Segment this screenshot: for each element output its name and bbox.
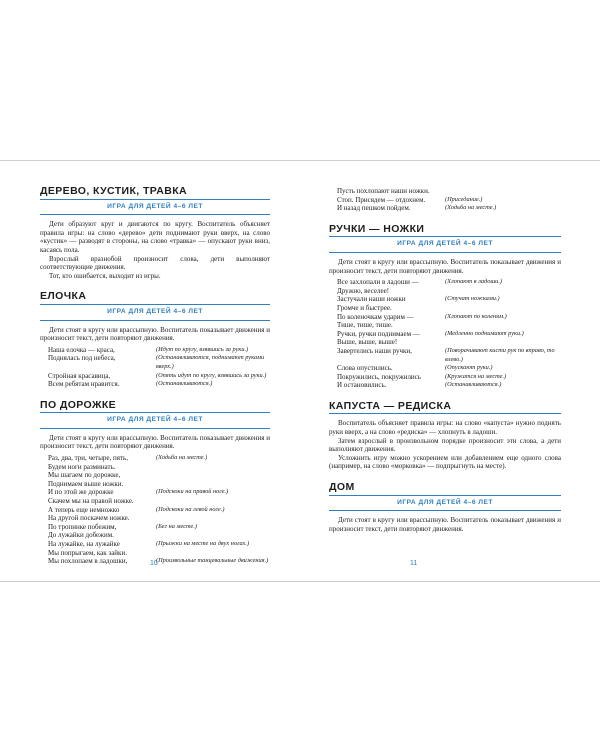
verse-line: Стройная красавица,: [48, 371, 111, 380]
verse-action: (Хлопают по коленям.): [445, 312, 507, 320]
verse-block: [40, 454, 270, 566]
right-column: [329, 187, 561, 545]
continued-verse: [329, 187, 561, 213]
verse-action: (Приседание.): [445, 195, 483, 203]
verse-action: (Останавливаются.): [445, 381, 502, 389]
paragraph: Дети стоят в кругу или врассыпную. Воспитатель показывает движения и произносит текст, дети повторяют движения.: [329, 257, 561, 275]
game-section: [40, 187, 270, 280]
verse-line: Выше, выше, выше!: [337, 338, 398, 347]
verse-line: Тише, тише, тише.: [337, 321, 393, 330]
verse-action: [445, 304, 561, 313]
verse-line: Скачем мы на правой ножке.: [48, 497, 134, 506]
verse-line: До лужайки добежим.: [48, 531, 114, 540]
paragraph: Дети стоят в кругу или врассыпную. Воспитатель показывает движения и произносит текст, дети повторяют движения.: [40, 433, 270, 451]
verse-action: [445, 321, 561, 330]
verse-line: И назад пешком пойдем.: [337, 204, 411, 213]
verse-action: (Поворачивают кисти рук по вправо, то влево.): [445, 346, 555, 363]
verse-action: (Прыжки на месте на двух ногах.): [156, 540, 250, 547]
verse-action: (Кружатся на месте.): [445, 372, 507, 380]
verse-action: (Бег на месте.): [156, 522, 198, 530]
page-number-right: 11: [410, 560, 418, 567]
verse-line: На другой поскачем ножке.: [48, 514, 130, 523]
verse-line: Поднялась под небеса,: [48, 354, 116, 363]
verse-line: Громче и быстрее.: [337, 303, 392, 312]
verse-action: (Хлопают в ладоши.): [445, 278, 502, 286]
section-title: ПО ДОРОЖКЕ: [40, 401, 270, 414]
verse-line: Слова опустились.: [337, 364, 393, 373]
verse-action: (Ходьба на месте.): [445, 204, 497, 212]
section-title: ДЕРЕВО, КУСТИК, ТРАВКА: [40, 187, 270, 200]
section-title: ДОМ: [329, 483, 561, 496]
verse-action: (Опускают руки.): [445, 364, 493, 372]
verse-line: Дружно, веселее!: [337, 286, 390, 295]
verse-action: [156, 471, 270, 480]
section-title: РУЧКИ — НОЖКИ: [329, 225, 561, 238]
section-subtitle: ИГРА ДЛЯ ДЕТЕЙ 4–6 ЛЕТ: [329, 237, 561, 253]
verse-line: Наша елочка — краса,: [48, 345, 115, 354]
verse-action: (Идут по кругу, взявшись за руки.): [156, 345, 249, 353]
verse-action: [156, 531, 270, 540]
verse-action: (Произвольные танцевальные движения.): [156, 557, 269, 565]
verse-action: [156, 480, 270, 489]
paragraph: Взрослый вразнобой произносит слова, дети выполняют соответствующие движения.: [40, 254, 270, 272]
verse-action: (Останавливаются, поднимают руками вверх.): [156, 354, 265, 370]
verse-line: Пусть похлопают наши ножки.: [337, 187, 430, 195]
verse-line: А теперь еще немножко: [48, 505, 120, 514]
verse-line: Все захлопали в ладоши —: [337, 278, 419, 287]
verse-line: Покружились, покружились: [337, 372, 421, 381]
verse-line: По тропинке побежим,: [48, 522, 117, 531]
section-title: ЕЛОЧКА: [40, 292, 270, 305]
verse-action: (Медленно поднимают руки.): [445, 329, 524, 337]
section-subtitle: ИГРА ДЛЯ ДЕТЕЙ 4–6 ЛЕТ: [329, 496, 561, 512]
paragraph: Затем взрослый в произвольном порядке произносит эти слова, а дети выполняют движения.: [329, 436, 561, 454]
left-column: [40, 187, 270, 578]
verse-action: (Подскоки на правой ноге.): [156, 488, 229, 496]
verse-action: [156, 497, 270, 506]
verse-action: (Останавливаются.): [156, 380, 213, 388]
verse-line: Стоп. Присядем — отдохнем.: [337, 195, 426, 204]
left-page: [0, 161, 300, 581]
paragraph: Воспитатель объясняет правила игры: на слово «капуста» нужно поднять руки вверх, а на слово «редиска» — хлопнуть в ладоши.: [329, 419, 561, 437]
verse-action: (Подскоки на левой ноге.): [156, 505, 225, 513]
section-subtitle: ИГРА ДЛЯ ДЕТЕЙ 4–6 ЛЕТ: [40, 413, 270, 429]
verse-line: Всем ребятам нравится.: [48, 380, 120, 389]
verse-action: (Опять идут по кругу, взявшись за руки.): [156, 371, 267, 379]
paragraph: Усложнить игру можно ускорением или добавлением еще одного слова (например, на слово «морковка» — подпрыгнуть на месте).: [329, 453, 561, 471]
verse-action: [445, 187, 561, 196]
verse-action: (Стучат ножками.): [445, 295, 500, 303]
paragraph: Тот, кто ошибается, выходит из игры.: [49, 271, 161, 280]
book-spread: [0, 160, 600, 582]
verse-line: Ручки, ручки поднимаем —: [337, 329, 420, 338]
game-section: [40, 292, 270, 388]
verse-line: Поднимаем выше ножки.: [48, 479, 124, 488]
verse-action: [445, 287, 561, 296]
page-number-left: 10: [150, 560, 158, 567]
verse-action: [156, 514, 270, 523]
verse-line: И по этой же дорожке: [48, 488, 114, 497]
paragraph: Дети образуют круг и двигаются по кругу. Воспитатель объясняет правила игры: на слово «дерево» дети поднимают руки вверх, на слово «кустик» — разводят в стороны, на слово «травка» — опускают руки вниз, касаясь пола.: [40, 220, 270, 254]
paragraph: Дети стоят в кругу или врассыпную. Воспитатель показывает движения и произносит текст, дети повторяют движения.: [40, 325, 270, 343]
verse-line: Мы похлопаем в ладошки,: [48, 557, 128, 566]
section-subtitle: ИГРА ДЛЯ ДЕТЕЙ 4–6 ЛЕТ: [40, 305, 270, 321]
section-title: КАПУСТА — РЕДИСКА: [329, 402, 561, 415]
verse-action: [445, 338, 561, 347]
verse-line: Застучали наши ножки: [337, 295, 406, 304]
game-section: [40, 398, 270, 566]
game-section: [329, 222, 561, 390]
verse-line: По коленочкам ударим —: [337, 312, 414, 321]
verse-action: [156, 463, 270, 472]
paragraph: Дети стоят в кругу или врассыпную. Воспитатель показывает движения и произносит текст, дети повторяют движения.: [329, 516, 561, 533]
right-page: [300, 161, 600, 581]
verse-line: Завертелись наши ручки,: [337, 346, 412, 355]
verse-action: (Ходьба на месте.): [156, 454, 208, 462]
verse-action: [156, 549, 270, 558]
verse-line: Мы попрыгаем, как зайки.: [48, 548, 127, 557]
verse-line: Раз, два, три, четыре, пять,: [48, 454, 129, 463]
verse-line: На лужайке, на лужайке: [48, 540, 120, 548]
verse-block: [40, 346, 270, 389]
game-section: [329, 399, 561, 471]
section-subtitle: ИГРА ДЛЯ ДЕТЕЙ 4–6 ЛЕТ: [40, 200, 270, 216]
verse-block: [329, 278, 561, 390]
verse-line: Будем ноги разминать.: [48, 462, 116, 471]
verse-line: И остановились.: [337, 381, 387, 390]
verse-line: Мы шагаем по дорожке,: [48, 471, 121, 480]
game-section: [329, 483, 561, 533]
